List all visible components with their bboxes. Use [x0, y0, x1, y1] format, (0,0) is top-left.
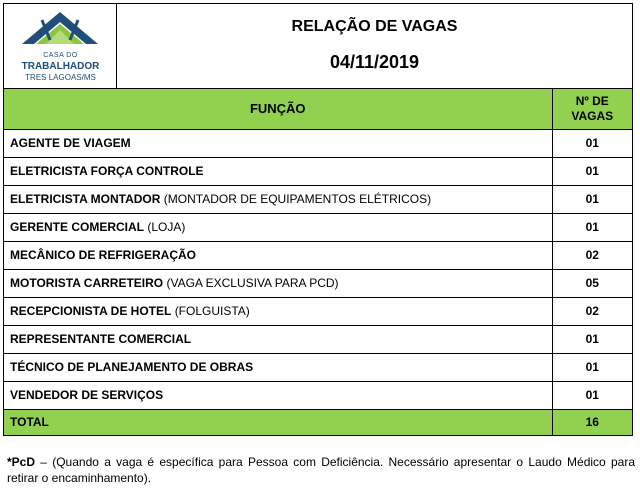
logo-line-1: CASA DO	[43, 52, 78, 59]
table-row	[4, 353, 632, 381]
title-block	[117, 4, 632, 88]
table-row	[4, 213, 632, 241]
table-row	[4, 185, 632, 213]
job-note: (FOLGUISTA)	[174, 304, 250, 318]
job-function	[4, 269, 552, 297]
job-function	[4, 157, 552, 185]
job-title: AGENTE DE VIAGEM	[10, 136, 131, 150]
job-title: GERENTE COMERCIAL	[10, 220, 145, 234]
table-row	[4, 241, 632, 269]
vacancy-count: 01	[552, 185, 632, 213]
page-title: RELAÇÃO DE VAGAS	[291, 18, 458, 35]
job-function	[4, 129, 552, 157]
table-row	[4, 157, 632, 185]
job-function	[4, 241, 552, 269]
job-title: ELETRICISTA FORÇA CONTROLE	[10, 164, 204, 178]
job-title: TÉCNICO DE PLANEJAMENTO DE OBRAS	[10, 360, 254, 374]
column-header-count-line2: VAGAS	[571, 108, 614, 123]
column-header-count	[552, 89, 632, 129]
job-function	[4, 381, 552, 409]
job-note: (LOJA)	[147, 220, 186, 234]
vacancy-count: 01	[552, 213, 632, 241]
job-function	[4, 353, 552, 381]
vacancy-count: 05	[552, 269, 632, 297]
casa-do-trabalhador-logo	[4, 4, 117, 88]
footnote	[7, 454, 635, 486]
table-row	[4, 381, 632, 409]
vacancy-count: 01	[552, 325, 632, 353]
job-note: (VAGA EXCLUSIVA PARA PCD)	[166, 276, 339, 290]
footnote-text: – (Quando a vaga é específica para Pessoa com Deficiência. Necessário apresentar o Laudo Médico para retirar o encaminhamento).	[7, 455, 635, 485]
column-header-count-line1: Nº DE	[575, 93, 609, 108]
logo-line-2: TRABALHADOR	[21, 61, 100, 72]
vacancy-table	[4, 89, 632, 435]
job-function	[4, 213, 552, 241]
footnote-bold: *PcD	[7, 455, 36, 469]
job-note: (MONTADOR DE EQUIPAMENTOS ELÉTRICOS)	[163, 192, 432, 206]
vacancy-count: 01	[552, 381, 632, 409]
job-function	[4, 325, 552, 353]
table-header-row	[4, 89, 632, 129]
page-date: 04/11/2019	[329, 52, 420, 72]
vacancy-count: 01	[552, 129, 632, 157]
column-header-function: FUNÇÃO	[4, 89, 552, 129]
job-title: ELETRICISTA MONTADOR	[10, 192, 161, 206]
job-title: MOTORISTA CARRETEIRO	[10, 276, 164, 290]
logo-line-3: TRES LAGOAS/MS	[25, 73, 96, 82]
total-label: TOTAL	[4, 409, 552, 435]
job-title: REPRESENTANTE COMERCIAL	[10, 332, 192, 346]
table-row	[4, 325, 632, 353]
job-function	[4, 297, 552, 325]
vacancy-sheet	[3, 3, 633, 436]
table-row	[4, 129, 632, 157]
job-title: VENDEDOR DE SERVIÇOS	[10, 388, 164, 402]
job-function	[4, 185, 552, 213]
vacancy-count: 01	[552, 353, 632, 381]
header	[4, 4, 632, 89]
vacancy-count: 02	[552, 241, 632, 269]
table-row	[4, 269, 632, 297]
total-row	[4, 409, 632, 435]
house-logo-icon	[20, 10, 100, 54]
table-row	[4, 297, 632, 325]
vacancy-count: 01	[552, 157, 632, 185]
job-title: RECEPCIONISTA DE HOTEL	[10, 304, 172, 318]
total-value: 16	[552, 409, 632, 435]
job-title: MECÂNICO DE REFRIGERAÇÃO	[10, 248, 197, 262]
vacancy-count: 02	[552, 297, 632, 325]
